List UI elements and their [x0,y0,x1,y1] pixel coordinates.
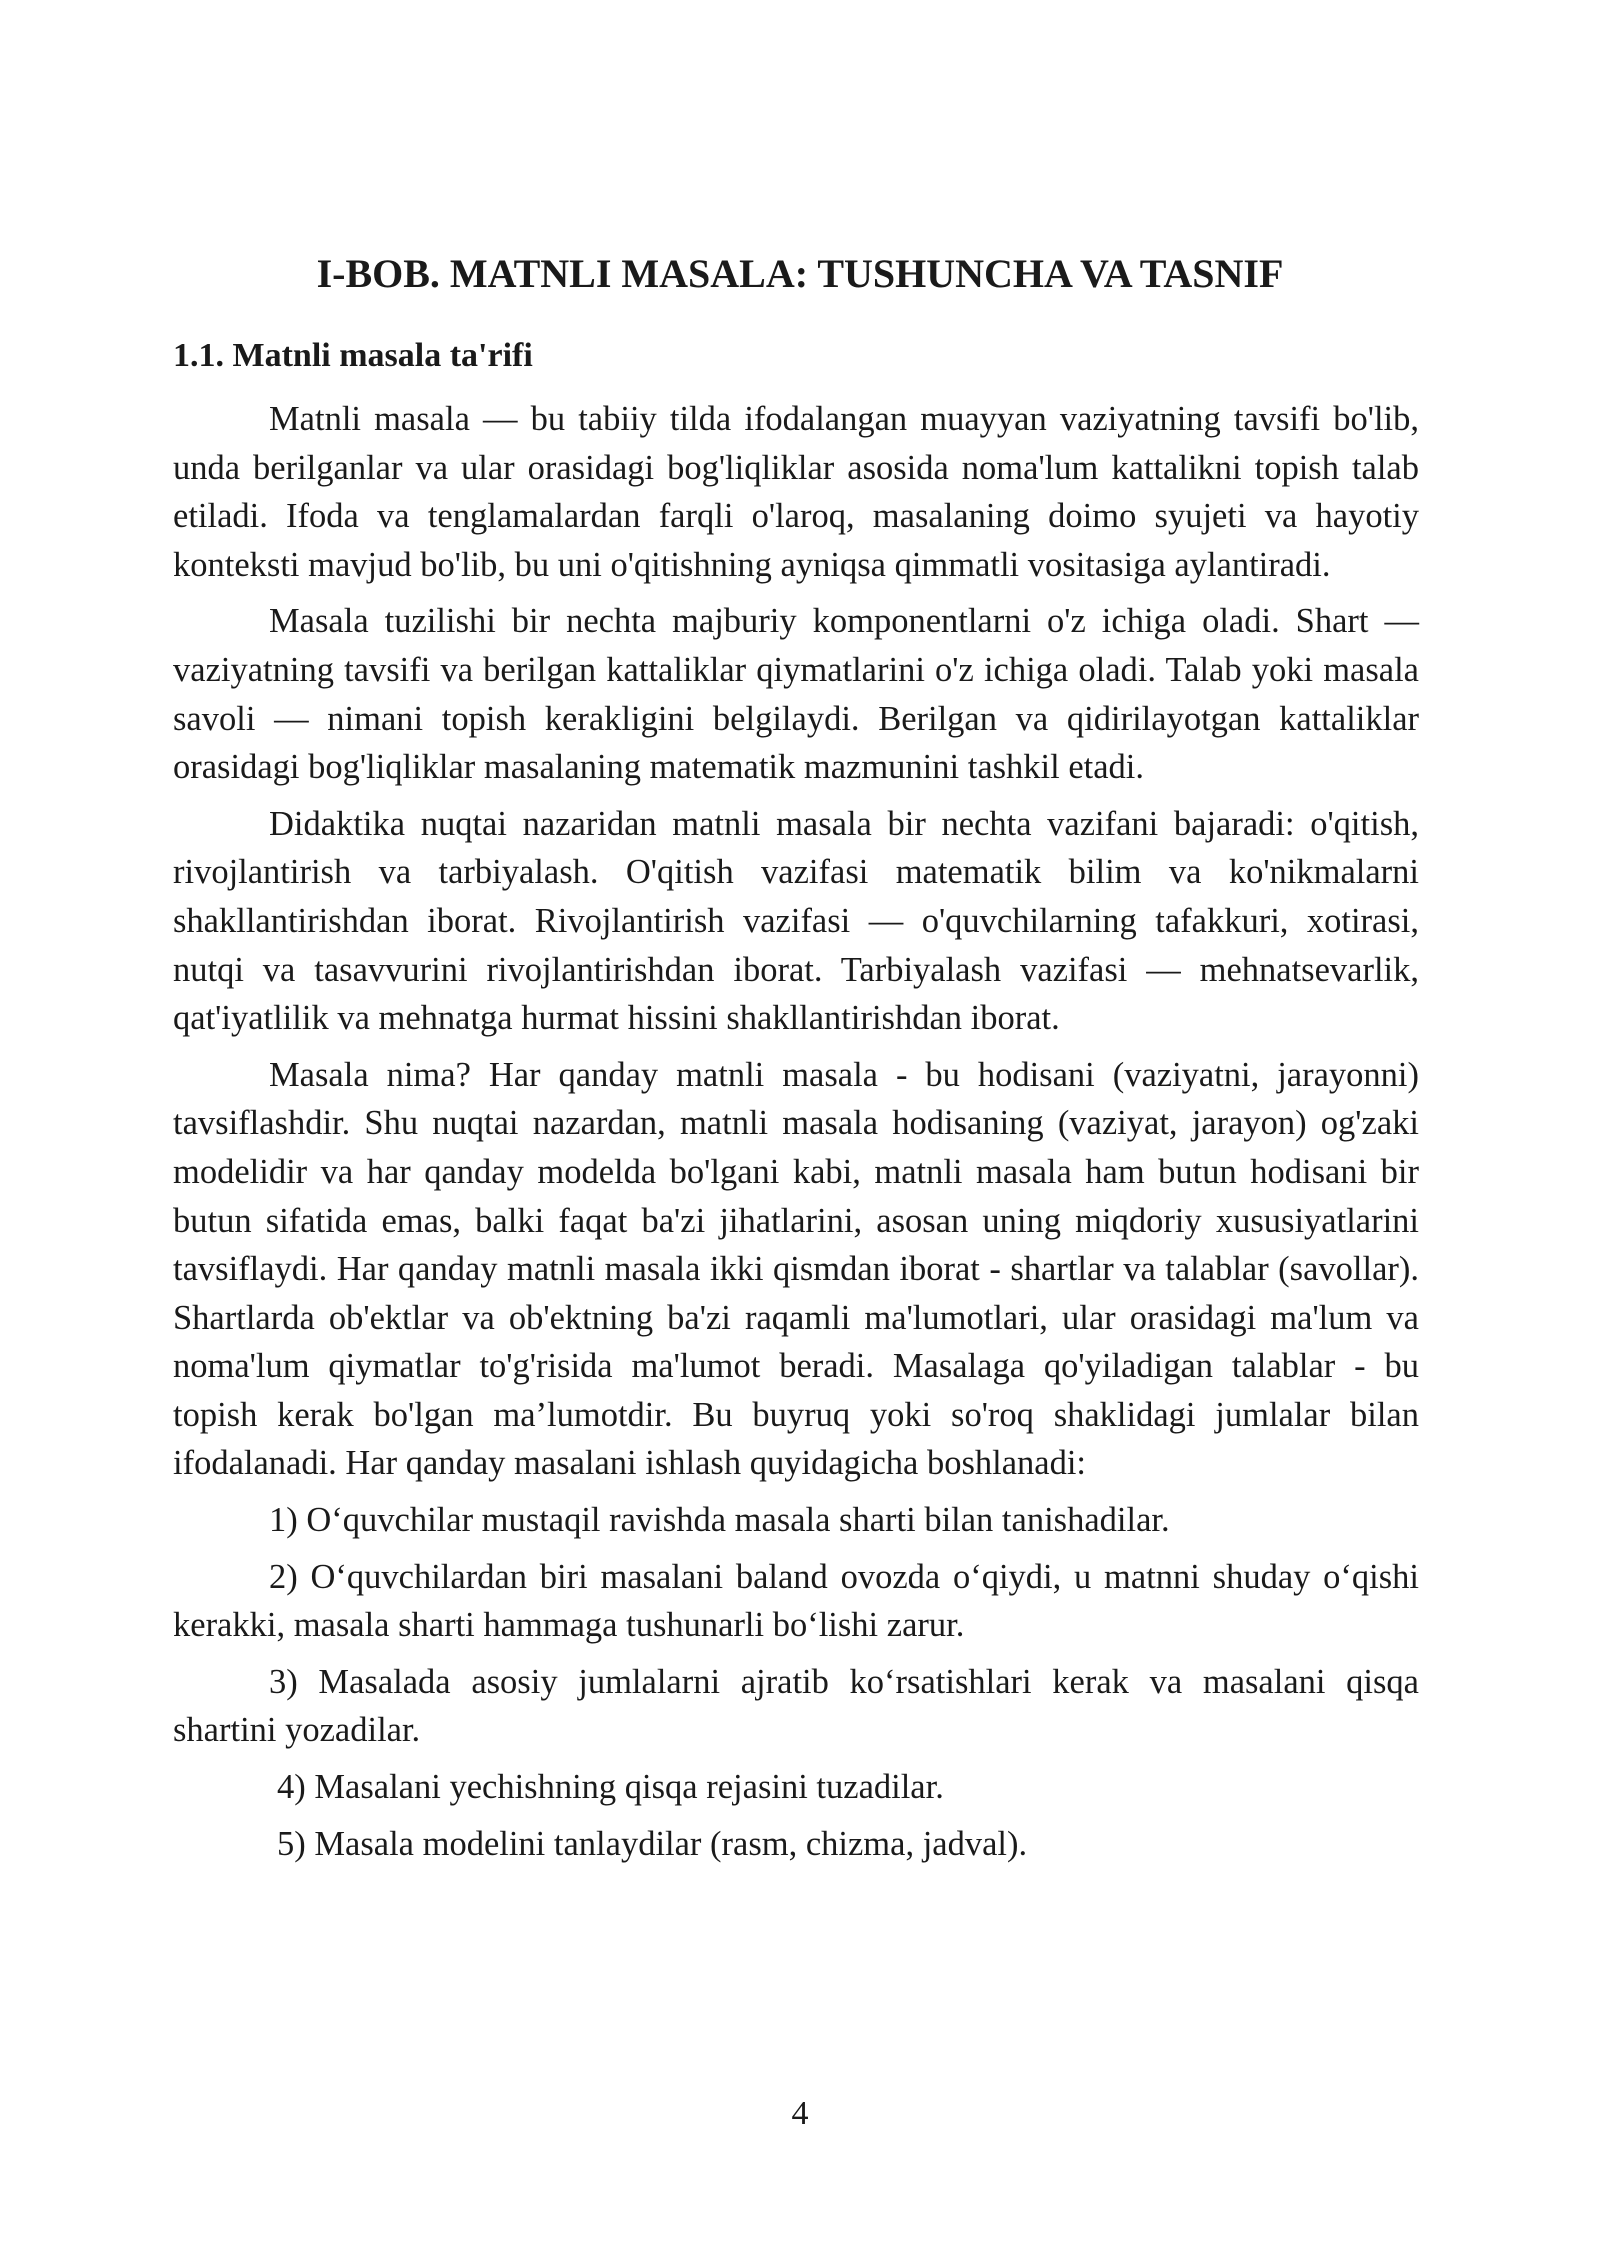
list-item: 3) Masalada asosiy jumlalarni ajratib ko‘rsatishlari kerak va masalani qisqa shartini yozadilar. [173,1662,1419,1750]
paragraph: Masala tuzilishi bir nechta majburiy komponentlarni o'z ichiga oladi. Shart — vaziyatning tavsifi va berilgan kattaliklar qiymatlarini o'z ichiga oladi. Talab yoki masala savoli — nimani topish kerakligini belgilaydi. Berilgan va qidirilayotgan kattaliklar orasidagi bog'liqliklar masalaning matematik mazmunini tashkil etadi. [173,602,1419,787]
page-number: 4 [791,2095,809,2132]
list-item: 1) O‘quvchilar mustaqil ravishda masala sharti bilan tanishadilar. [269,1501,1170,1540]
list-item: 2) O‘quvchilardan biri masalani baland ovozda o‘qiydi, u matnni shuday o‘qishi kerakki, masala sharti hammaga tushunarli bo‘lishi zarur. [173,1557,1419,1645]
section-heading: 1.1. Matnli masala ta'rifi [173,337,533,374]
paragraph: Matnli masala — bu tabiiy tilda ifodalangan muayyan vaziyatning tavsifi bo'lib, unda berilganlar va ular orasidagi bog'liqliklar asosida noma'lum kattalikni topish talab etiladi. Ifoda va tenglamalardan farqli o'laroq, masalaning doimo syujeti va hayotiy konteksti mavjud bo'lib, bu uni o'qitishning ayniqsa qimmatli vositasiga aylantiradi. [173,400,1419,584]
paragraph: Masala nima? Har qanday matnli masala - bu hodisani (vaziyatni, jarayonni) tavsiflashdir. Shu nuqtai nazardan, matnli masala hodisaning (vaziyat, jarayon) og'zaki modelidir va har qanday modelda bo'lgani kabi, matnli masala ham butun hodisani bir butun sifatida emas, balki faqat ba'zi jihatlarini, asosan uning miqdoriy xususiyatlarini tavsiflaydi. Har qanday matnli masala ikki qismdan iborat - shartlar va talablar (savollar). Shartlarda ob'ektlar va ob'ektning ba'zi raqamli ma'lumotlari, ular orasidagi ma'lum va noma'lum qiymatlar to'g'risida ma'lumot beradi. Masalaga qo'yiladigan talablar - bu topish kerak bo'lgan ma’lumotdir. Bu buyruq yoki so'roq shaklidagi jumlalar bilan ifodalanadi. Har qanday masalani ishlash quyidagicha boshlanadi: [173,1055,1419,1483]
list-item: 4) Masalani yechishning qisqa rejasini tuzadilar. [277,1768,944,1807]
body-text [173,395,1419,1876]
list-item: 5) Masala modelini tanlaydilar (rasm, chizma, jadval). [277,1824,1028,1863]
paragraph: Didaktika nuqtai nazaridan matnli masala bir nechta vazifani bajaradi: o'qitish, rivojlantirish va tarbiyalash. O'qitish vazifasi matematik bilim va ko'nikmalarni shakllantirishdan iborat. Rivojlantirish vazifasi — o'quvchilarning tafakkuri, xotirasi, nutqi va tasavvurini rivojlantirishdan iborat. Tarbiyalash vazifasi — mehnatsevarlik, qat'iyatlilik va mehnatga hurmat hissini shakllantirishdan iborat. [173,804,1419,1038]
chapter-title: I-BOB. MATNLI MASALA: TUSHUNCHA VA TASNIF [316,251,1284,296]
